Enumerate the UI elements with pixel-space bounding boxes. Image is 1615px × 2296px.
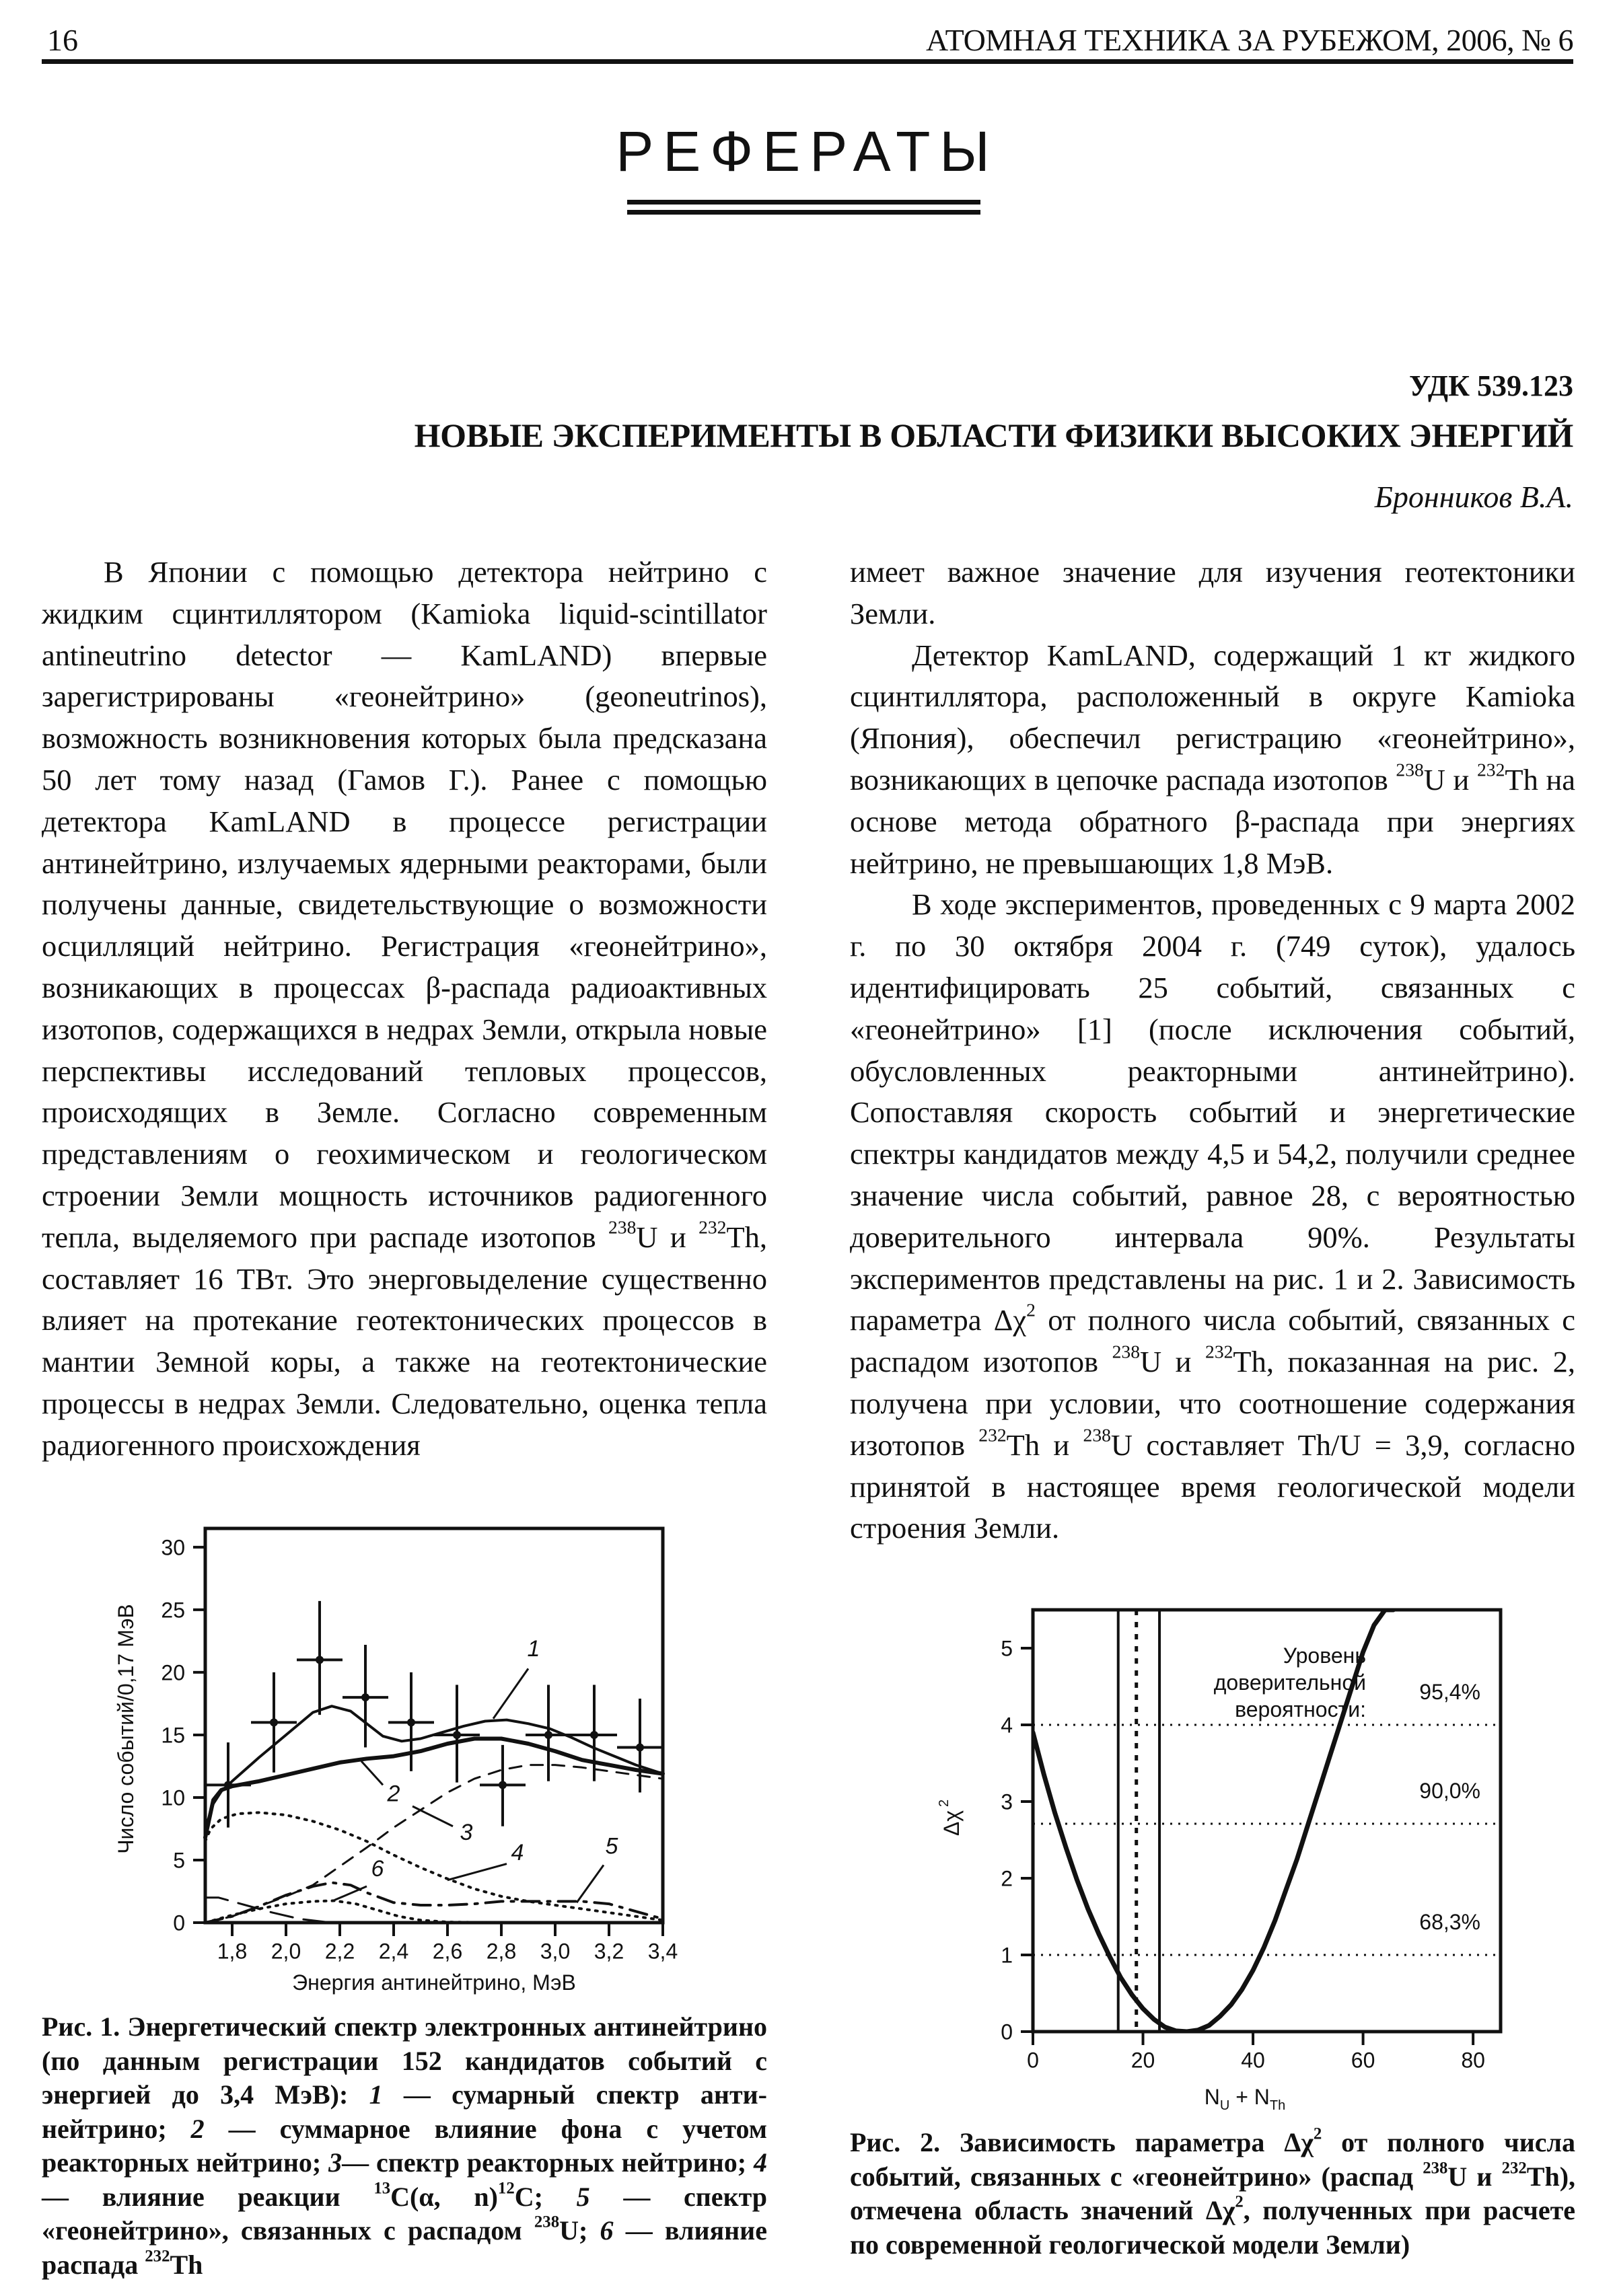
paragraph: Детектор KamLAND, содержащий 1 кт жидкого сцинтиллятора, расположенный в округе Kamioka (Япония), обеспечил регистрацию «геонейтрино», возникающих в цепочке распада изотопов $^{238}$U и $^{232}$Th на основе метода обратного β-распада при энергиях нейтрино, не превышающих 1,8 МэВ. (850, 638, 1576, 880)
x-tick-label: 20 (1130, 2048, 1155, 2073)
x-tick-label: 3,0 (540, 1939, 571, 1964)
y-tick-label: 3 (1001, 1789, 1013, 1814)
curve-label: 3 (460, 1820, 473, 1846)
figure-2-caption: Рис. 2. Зависимость параметра $\Delta\chi^2$ от полного числа событий, связанных с «геонейтрино» (распад $^{238}$U и $^{232}$Th), отмечена область значений $\Delta\chi^2$, полученных при расчете по современной геологической модели Земли) (850, 2124, 1576, 2260)
y-tick-label: 30 (161, 1535, 185, 1560)
y-tick-label: 5 (173, 1848, 185, 1873)
x-tick-label: 40 (1241, 2048, 1265, 2073)
x-tick-label: 2,8 (486, 1939, 517, 1964)
x-tick-label: 3,4 (647, 1939, 678, 1964)
x-tick-label: 60 (1351, 2048, 1375, 2073)
paragraph: имеет важное значение для изучения геотектоники Земли. (850, 555, 1575, 630)
y-tick-label: 0 (173, 1911, 185, 1935)
y-tick-label: 25 (161, 1598, 185, 1623)
x-tick-label: 3,2 (594, 1939, 624, 1964)
y-tick-label: 4 (1001, 1713, 1013, 1738)
confidence-legend-title: доверительной (1213, 1670, 1366, 1695)
section-title: РЕФЕРАТЫ (616, 120, 999, 183)
y-tick-label: 15 (161, 1723, 185, 1748)
y-tick-label: 20 (161, 1660, 185, 1685)
x-tick-label: 2,0 (271, 1939, 301, 1964)
curve-label: 6 (371, 1856, 384, 1882)
x-axis-title: $N_U + N_{Th}$ (1204, 2085, 1286, 2113)
confidence-legend-title: вероятности: (1235, 1697, 1366, 1721)
x-tick-label: 2,2 (324, 1939, 355, 1964)
confidence-level-label: 68,3% (1419, 1910, 1480, 1934)
y-tick-label: 0 (1001, 2020, 1013, 2044)
confidence-level-label: 95,4% (1419, 1680, 1480, 1704)
confidence-level-label: 90,0% (1419, 1779, 1480, 1804)
curve-label: 1 (527, 1635, 540, 1662)
x-tick-label: 1,8 (217, 1939, 248, 1964)
x-axis-title: Энергия антинейтрино, МэВ (292, 1970, 576, 1995)
y-tick-label: 10 (161, 1785, 185, 1810)
paragraph: В Японии с помощью детектора нейтрино с жидким сцинтиллятором (Kamioka liquid-scintillator antineutrino detector — KamLAND) впервые зарегистрированы «геонейтрино» (geoneutrinos), возможность возникновения которых была предсказана 50 лет тому назад (Гамов Г.). Ранее с помощью детектора KamLAND в процессе регистрации антинейтрино, излучаемых ядерными реакторами, были получены данные, свидетельствующие о возможности осцилляций нейтрино. Регистрация «геонейтрино», возникающих в процессах β-распада радиоактивных изотопов, содержащихся в недрах Земли, открыла новые перспективы исследований тепловых процессов, происходящих в Земле. Согласно современным представлениям о геохимическом и геологическом строении Земли мощность источников радиогенного тепла, выделяемого при распаде изотопов $^{238}$U и $^{232}$Th, составляет 16 ТВт. Это энерговыделение существенно влияет на протекание геотектонических процессов в мантии Земной коры, а также на геотектонические процессы в недрах Земли. Следовательно, оценка тепла радиогенного происхождения (42, 555, 768, 1462)
svg-text:2: 2 (937, 1799, 952, 1807)
udk-code: УДК 539.123 (1408, 369, 1573, 402)
y-tick-label: 5 (1001, 1636, 1013, 1661)
x-tick-label: 2,4 (378, 1939, 409, 1964)
figure-1-caption: Рис. 1. Энергетический спектр электронных антинейтрино (по данным регистрации 152 кандидатов событий с энергией до 3,4 МэВ): 1 — сумарный спектр антинейтрино; 2 — суммарное влияние фона с учетом реакторных нейтрино; 3— спектр реакторных нейтрино; 4 — влияние реакции $^{13}$C(α, n)$^{12}$C; 5 — спектр «геонейтрино», связанных с распадом $^{238}$U; 6 — влияние распада $^{232}$Th (42, 2011, 767, 2280)
curve-label: 4 (511, 1839, 524, 1865)
y-axis-title (937, 1800, 964, 1836)
journal-title: АТОМНАЯ ТЕХНИКА ЗА РУБЕЖОМ, 2006, № 6 (925, 23, 1573, 57)
article-author: Бронников В.А. (1374, 480, 1573, 514)
curve-label: 2 (387, 1781, 400, 1807)
x-tick-label: 80 (1461, 2048, 1485, 2073)
x-tick-label: 2,6 (432, 1939, 463, 1964)
article-title: НОВЫЕ ЭКСПЕРИМЕНТЫ В ОБЛАСТИ ФИЗИКИ ВЫСОКИХ ЭНЕРГИЙ (414, 416, 1573, 454)
y-axis-title: Число событий/0,17 МэВ (114, 1604, 138, 1854)
y-tick-label: 2 (1001, 1866, 1013, 1891)
confidence-legend-title: Уровень (1283, 1643, 1366, 1668)
curve-label: 5 (605, 1833, 618, 1859)
paragraph: В ходе экспериментов, проведенных с 9 марта 2002 г. по 30 октября 2004 г. (749 суток), удалось идентифицировать 25 событий, связанных с «геонейтрино» [1] (после исключения событий, обусловленных реакторными антинейтрино). Сопоставляя скорость событий и энергетические спектры кандидатов между 4,5 и 54,2, получили среднее значение числа событий, равное 28, с вероятностью доверительного интервала 90%. Результаты экспериментов представлены на рис. 1 и 2. Зависимость параметра $\Delta\chi^2$ от полного числа событий, связанных с распадом изотопов $^{238}$U и $^{232}$Th, показанная на рис. 2, получена при условии, что соотношение содержания изотопов $^{232}$Th и $^{238}$U составляет Th/U = 3,9, согласно принятой в настоящее время геологической модели строения Земли. (850, 887, 1576, 1545)
svg-text:Δχ: Δχ (939, 1810, 964, 1837)
page-number: 16 (47, 23, 78, 57)
y-tick-label: 1 (1001, 1943, 1013, 1968)
x-tick-label: 0 (1027, 2048, 1039, 2073)
